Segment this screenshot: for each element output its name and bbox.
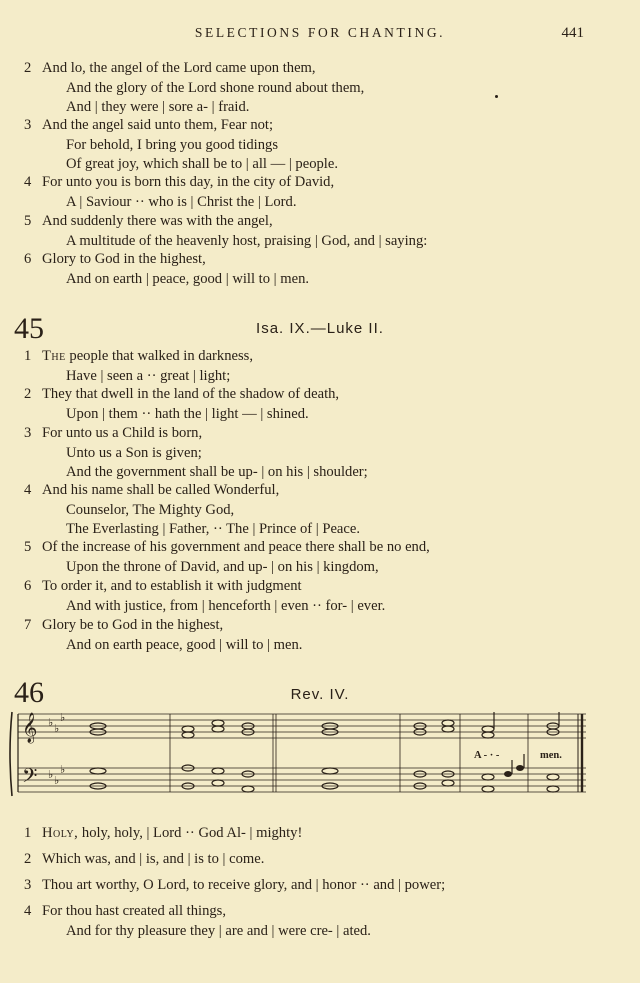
hymn45-verse-6 <box>24 577 385 616</box>
verse-number: 1 <box>24 348 32 364</box>
verse-line: Glory be to God in the highest, <box>42 617 224 633</box>
ink-speck <box>495 95 498 98</box>
hymn46-verse-4 <box>24 902 371 941</box>
verse-number: 3 <box>24 425 32 441</box>
verse-line: And the angel said unto them, Fear not; <box>42 117 274 133</box>
verse-line-rest: people that walked in darkness, <box>65 348 253 364</box>
verse-4 <box>24 173 334 212</box>
svg-text:𝄞: 𝄞 <box>22 713 38 743</box>
verse-number: 7 <box>24 617 32 633</box>
verse-number: 3 <box>24 877 32 893</box>
svg-text:♭: ♭ <box>60 763 66 776</box>
verse-line: For thou hast created all things, <box>42 903 227 919</box>
verse-line: Upon | them ·· hath the | light — | shined. <box>66 405 309 422</box>
verse-number: 2 <box>24 851 32 867</box>
running-title: SELECTIONS FOR CHANTING. <box>194 25 446 40</box>
verse-line: To order it, and to establish it with judgment <box>42 578 302 594</box>
verse-line-rest: holy, holy, | Lord ·· God Al- | mighty! <box>78 825 303 841</box>
verse-line: And on earth | peace, good | will to | men. <box>66 270 310 287</box>
hymn45-verse-1 <box>24 347 253 386</box>
verse-line: They that dwell in the land of the shadow of death, <box>42 386 340 402</box>
lyric-amen-men: men. <box>540 750 562 761</box>
hymn46-verse-2 <box>24 850 264 870</box>
verse-5 <box>24 212 427 251</box>
hymn45-verse-3 <box>24 424 368 483</box>
verse-number: 3 <box>24 117 32 133</box>
verse-line: Which was, and | is, and | is to | come. <box>42 851 265 867</box>
verse-line: Of great joy, which shall be to | all — | people. <box>66 156 338 172</box>
verse-number: 4 <box>24 903 32 919</box>
verse-line: Of the increase of his government and peace there shall be no end, <box>42 539 430 555</box>
verse-first-word: Holy, <box>42 825 79 841</box>
verse-line: Counselor, The Mighty God, <box>66 501 235 518</box>
hymn46-verse-1 <box>24 824 302 844</box>
verse-line: And his name shall be called Wonderful, <box>42 482 280 498</box>
verse-first-word: The <box>42 348 66 364</box>
verse-line: And on earth peace, good | will to | men. <box>66 636 303 653</box>
verse-line: For behold, I bring you good tidings <box>66 136 279 153</box>
verse-line: And suddenly there was with the angel, <box>42 213 273 229</box>
verse-line: And | they were | sore a- | fraid. <box>66 99 250 115</box>
verse-line: Glory to God in the highest, <box>42 251 206 267</box>
verse-line: A multitude of the heavenly host, praising | God, and | saying: <box>66 232 428 249</box>
lyric-amen-a: A - · - <box>474 750 500 761</box>
verse-line: And lo, the angel of the Lord came upon them, <box>42 60 316 76</box>
verse-line: And with justice, from | henceforth | even ·· for- | ever. <box>66 597 386 614</box>
svg-text:♭: ♭ <box>48 768 54 781</box>
verse-line: For unto us a Child is born, <box>42 425 203 441</box>
verse-line: And for thy pleasure they | are and | were cre- | ated. <box>66 922 371 939</box>
verse-line: And the government shall be up- | on his | shoulder; <box>66 464 368 480</box>
svg-text:𝄢: 𝄢 <box>22 764 38 792</box>
verse-number: 2 <box>24 386 32 402</box>
hymn45-verse-4 <box>24 481 360 540</box>
verse-line: Upon the throne of David, and up- | on his | kingdom, <box>66 558 379 575</box>
hymn46-verse-3 <box>24 876 445 896</box>
verse-line: And the glory of the Lord shone round about them, <box>66 79 365 96</box>
verse-number: 5 <box>24 213 32 229</box>
verse-line: Unto us a Son is given; <box>66 444 202 461</box>
verse-line: A | Saviour ·· who is | Christ the | Lord. <box>66 193 297 210</box>
page-number: 441 <box>561 25 584 41</box>
verse-line <box>42 347 253 367</box>
hymn-46-source: Rev. IV. <box>290 686 350 703</box>
verse-line: For unto you is born this day, in the city of David, <box>42 174 335 190</box>
svg-text:♭: ♭ <box>54 774 60 787</box>
hymn-45-source: Isa. IX.—Luke II. <box>256 320 384 337</box>
verse-line <box>42 824 302 844</box>
verse-3 <box>24 116 338 175</box>
verse-6 <box>24 250 309 289</box>
hymn45-verse-2 <box>24 385 339 424</box>
hymn45-verse-5 <box>24 538 430 577</box>
verse-number: 2 <box>24 60 32 76</box>
svg-text:♭: ♭ <box>54 722 60 735</box>
hymn-number-46: 46 <box>14 676 44 709</box>
svg-text:♭: ♭ <box>48 716 54 729</box>
verse-number: 5 <box>24 539 32 555</box>
verse-line: Thou art worthy, O Lord, to receive glory, and | honor ·· and | power; <box>42 877 446 893</box>
chant-score <box>8 706 590 806</box>
verse-number: 6 <box>24 578 32 594</box>
verse-number: 4 <box>24 174 32 190</box>
svg-text:♭: ♭ <box>60 711 66 724</box>
verse-line: The Everlasting | Father, ·· The | Prince of | Peace. <box>66 521 361 537</box>
verse-number: 6 <box>24 251 32 267</box>
hymn-number-45: 45 <box>14 312 44 345</box>
verse-number: 4 <box>24 482 32 498</box>
verse-number: 1 <box>24 825 32 841</box>
hymn45-verse-7 <box>24 616 302 655</box>
verse-2 <box>24 59 364 118</box>
verse-line: Have | seen a ·· great | light; <box>66 367 231 384</box>
